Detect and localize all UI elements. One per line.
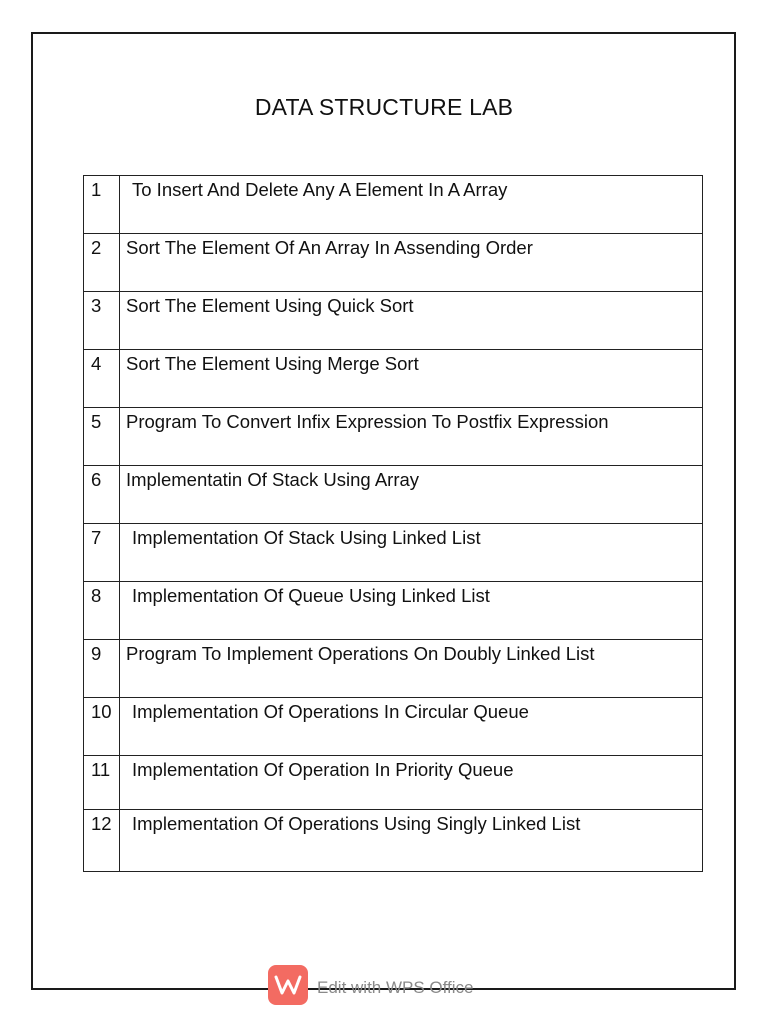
row-title: Implementatin Of Stack Using Array [120,466,703,524]
row-title: Implementation Of Stack Using Linked List [120,524,703,582]
table-row [84,292,703,350]
table-row [84,698,703,756]
table-row [84,582,703,640]
table-row [84,524,703,582]
table-row [84,466,703,524]
row-number: 2 [84,234,120,292]
table-row [84,810,703,872]
wps-edit-label: Edit with WPS Office [317,978,474,997]
table-row [84,350,703,408]
row-title: Program To Implement Operations On Doubly Linked List [120,640,703,698]
table-row [84,234,703,292]
row-number: 9 [84,640,120,698]
table-row [84,640,703,698]
table-row [84,756,703,810]
row-title: Sort The Element Using Merge Sort [120,350,703,408]
lab-experiments-table [83,175,703,872]
row-number: 11 [84,756,120,810]
row-number: 1 [84,176,120,234]
wps-edit-badge[interactable] [268,965,474,1005]
row-title: Implementation Of Operations In Circular Queue [120,698,703,756]
row-title: Program To Convert Infix Expression To Postfix Expression [120,408,703,466]
row-title: Implementation Of Queue Using Linked List [120,582,703,640]
row-number: 7 [84,524,120,582]
row-number: 5 [84,408,120,466]
row-number: 12 [84,810,120,872]
table-row [84,408,703,466]
row-title: Sort The Element Of An Array In Assending Order [120,234,703,292]
row-title: Implementation Of Operation In Priority Queue [120,756,703,810]
row-title: Sort The Element Using Quick Sort [120,292,703,350]
row-number: 8 [84,582,120,640]
table-row [84,176,703,234]
row-number: 6 [84,466,120,524]
wps-logo-icon [268,965,308,1005]
row-title: Implementation Of Operations Using Singly Linked List [120,810,703,872]
row-number: 3 [84,292,120,350]
row-number: 10 [84,698,120,756]
row-number: 4 [84,350,120,408]
page-title: DATA STRUCTURE LAB [254,94,514,120]
row-title: To Insert And Delete Any A Element In A Array [120,176,703,234]
